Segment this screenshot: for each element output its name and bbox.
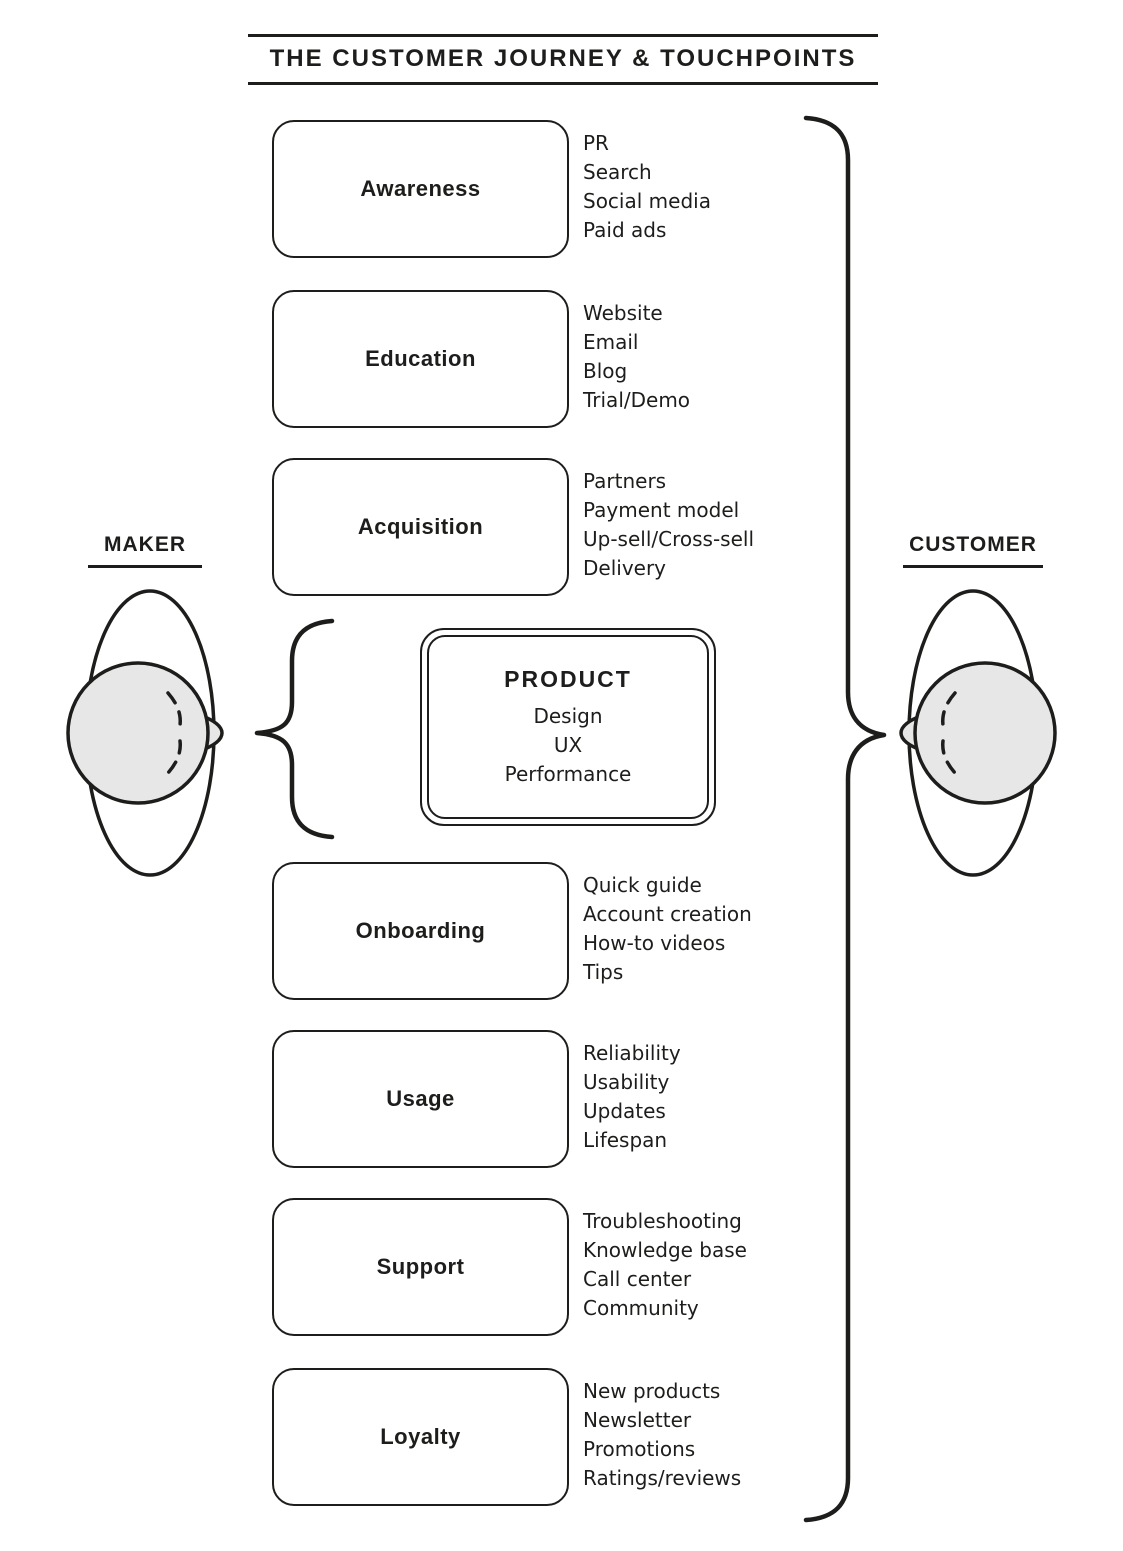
touchpoint: Payment model bbox=[583, 498, 740, 522]
touchpoint: Promotions bbox=[583, 1437, 696, 1461]
product-item: Design bbox=[533, 703, 603, 728]
touchpoint: New products bbox=[583, 1379, 721, 1403]
stage-label: Usage bbox=[386, 1086, 455, 1111]
diagram-title: THE CUSTOMER JOURNEY & TOUCHPOINTS bbox=[248, 34, 878, 85]
stage-row-usage bbox=[272, 1030, 852, 1164]
touchpoint: Search bbox=[583, 160, 652, 184]
touchpoint-list bbox=[583, 1039, 681, 1155]
touchpoint-list bbox=[583, 299, 690, 415]
touchpoint: Newsletter bbox=[583, 1408, 692, 1432]
touchpoint: Knowledge base bbox=[583, 1238, 747, 1262]
stage-row-awareness bbox=[272, 120, 852, 254]
stage-row-support bbox=[272, 1198, 852, 1332]
head-shape bbox=[915, 663, 1055, 803]
touchpoint: Delivery bbox=[583, 556, 667, 580]
stage-box-education bbox=[272, 290, 569, 428]
touchpoint: Blog bbox=[583, 359, 628, 383]
stage-box-support bbox=[272, 1198, 569, 1336]
customer-label: CUSTOMER bbox=[903, 533, 1043, 568]
touchpoint: Ratings/reviews bbox=[583, 1466, 742, 1490]
touchpoint: PR bbox=[583, 131, 609, 155]
stage-label: Loyalty bbox=[380, 1424, 461, 1449]
touchpoint: Call center bbox=[583, 1267, 692, 1291]
touchpoint-list bbox=[583, 467, 754, 583]
touchpoint: How-to videos bbox=[583, 931, 726, 955]
touchpoint-list bbox=[583, 871, 752, 987]
stage-row-loyalty bbox=[272, 1368, 852, 1502]
stage-label: Onboarding bbox=[355, 918, 486, 943]
stage-box-awareness bbox=[272, 120, 569, 258]
product-box-inner bbox=[427, 635, 709, 819]
touchpoint: Reliability bbox=[583, 1041, 681, 1065]
touchpoint: Account creation bbox=[583, 902, 752, 926]
product-box bbox=[420, 628, 716, 826]
maker-brace bbox=[257, 621, 332, 837]
stage-row-acquisition bbox=[272, 458, 852, 592]
maker-label: MAKER bbox=[88, 533, 202, 568]
touchpoint: Lifespan bbox=[583, 1128, 668, 1152]
touchpoint: Usability bbox=[583, 1070, 670, 1094]
stage-row-onboarding bbox=[272, 862, 852, 996]
stage-box-acquisition bbox=[272, 458, 569, 596]
touchpoint: Website bbox=[583, 301, 663, 325]
maker-head-icon bbox=[50, 583, 250, 883]
touchpoint: Trial/Demo bbox=[583, 388, 691, 412]
touchpoint-list bbox=[583, 129, 711, 245]
touchpoint: Troubleshooting bbox=[583, 1209, 742, 1233]
customer-head-icon bbox=[873, 583, 1073, 883]
touchpoint-list bbox=[583, 1377, 741, 1493]
stage-row-education bbox=[272, 290, 852, 424]
touchpoint: Social media bbox=[583, 189, 711, 213]
touchpoint: Tips bbox=[583, 960, 624, 984]
stage-label: Education bbox=[365, 346, 476, 371]
touchpoint: Email bbox=[583, 330, 639, 354]
product-title: PRODUCT bbox=[504, 665, 632, 692]
stage-box-onboarding bbox=[272, 862, 569, 1000]
head-shape bbox=[68, 663, 208, 803]
stage-box-loyalty bbox=[272, 1368, 569, 1506]
touchpoint: Paid ads bbox=[583, 218, 667, 242]
touchpoint: Up-sell/Cross-sell bbox=[583, 527, 755, 551]
touchpoint: Quick guide bbox=[583, 873, 702, 897]
touchpoint: Partners bbox=[583, 469, 667, 493]
product-item: UX bbox=[553, 732, 583, 757]
touchpoint-list bbox=[583, 1207, 747, 1323]
product-item: Performance bbox=[504, 761, 632, 786]
stage-label: Acquisition bbox=[357, 514, 484, 539]
touchpoint: Updates bbox=[583, 1099, 666, 1123]
stage-box-usage bbox=[272, 1030, 569, 1168]
stage-label: Support bbox=[376, 1254, 465, 1279]
stage-label: Awareness bbox=[360, 176, 481, 201]
touchpoint: Community bbox=[583, 1296, 699, 1320]
